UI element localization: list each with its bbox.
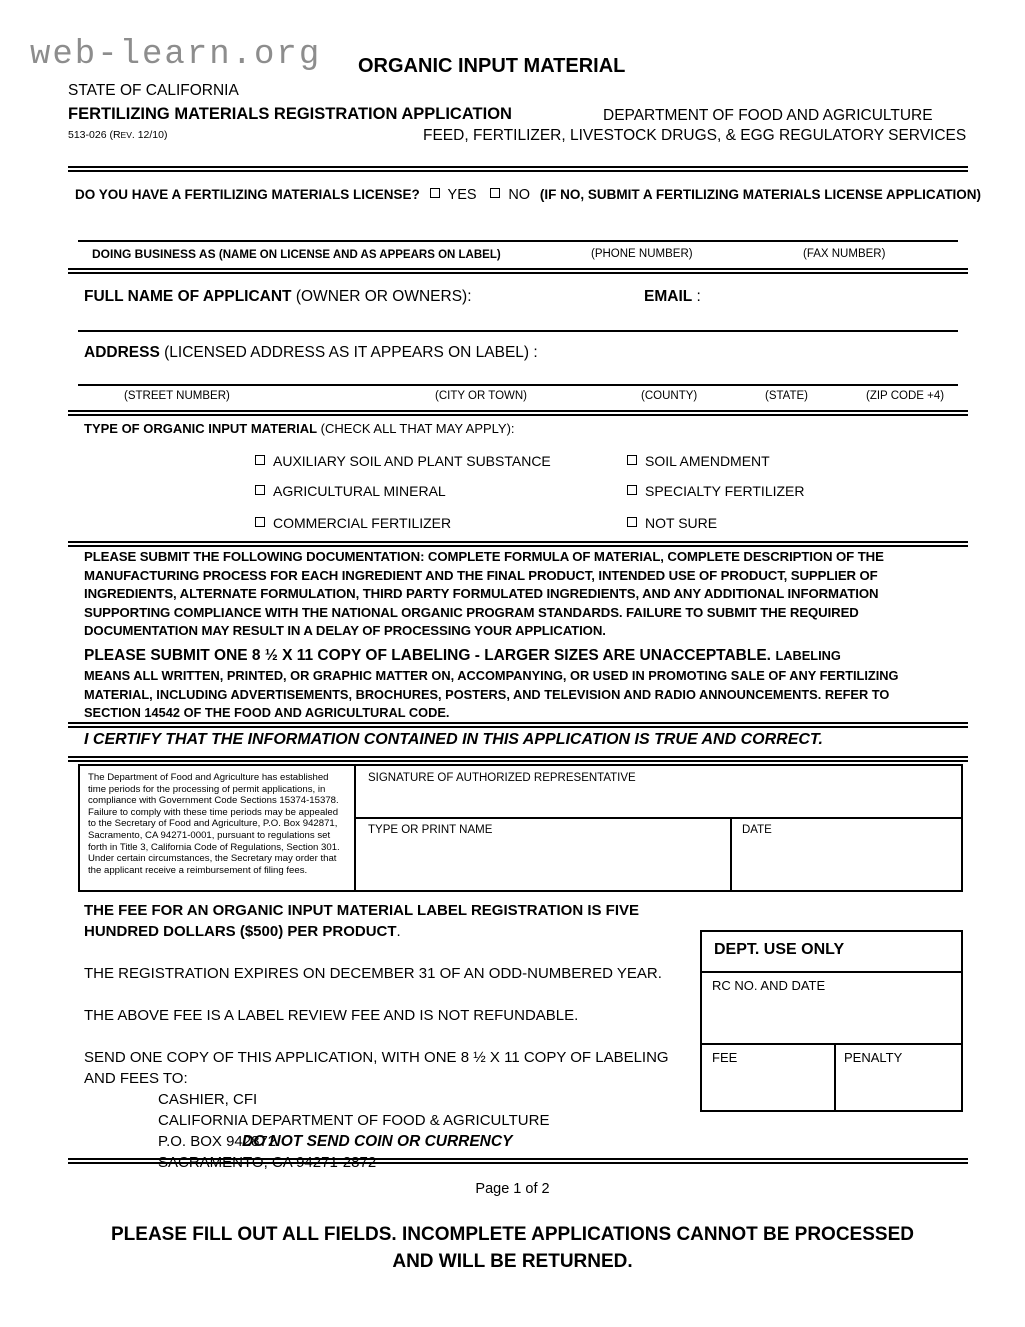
send-instructions-line-1: SEND ONE COPY OF THIS APPLICATION, WITH ONE 8 ½ X 11 COPY OF LABELING bbox=[84, 1049, 669, 1066]
fax-input[interactable] bbox=[803, 224, 953, 238]
documentation-line-5: DOCUMENTATION MAY RESULT IN A DELAY OF PROCESSING YOUR APPLICATION. bbox=[84, 623, 606, 638]
address-col-county: (COUNTY) bbox=[641, 390, 698, 402]
form-number-prefix: 513-026 (R bbox=[68, 129, 121, 141]
divider-bottom-right bbox=[700, 1158, 968, 1164]
address-label-text: ADDRESS bbox=[84, 344, 160, 361]
checkbox-specialty-fertilizer-label: SPECIALTY FERTILIZER bbox=[645, 483, 805, 499]
checkbox-option-soil-amendment[interactable] bbox=[627, 453, 770, 469]
checkbox-auxiliary-soil-box[interactable] bbox=[255, 455, 265, 465]
divider-bottom-left bbox=[68, 1158, 703, 1164]
address-col-state: (STATE) bbox=[765, 390, 809, 402]
checkbox-soil-amendment-label: SOIL AMENDMENT bbox=[645, 453, 770, 469]
form-number-suffix: . 12/10) bbox=[131, 129, 168, 141]
signature-col-divider bbox=[730, 817, 732, 892]
dept-divider-2 bbox=[700, 1043, 963, 1045]
applicant-name-label bbox=[84, 288, 472, 306]
documentation-line-3: INGREDIENTS, ALTERNATE FORMULATION, THIRD PARTY FORMULATED INGREDIENTS, AND ANY ADDITIONAL INFORMATION bbox=[84, 586, 879, 601]
checkbox-option-commercial-fertilizer[interactable] bbox=[255, 515, 451, 531]
form-number bbox=[68, 129, 167, 141]
fee-spacer-1 bbox=[84, 942, 694, 963]
signature-input[interactable] bbox=[360, 786, 960, 814]
labeling-line-2: MATERIAL, INCLUDING ADVERTISEMENTS, BROCHURES, POSTERS, AND TELEVISION AND RADIO ANNOUNCEMENTS. REFER TO bbox=[84, 686, 890, 702]
send-instructions-line-2: AND FEES TO: bbox=[84, 1070, 188, 1087]
applicant-name-input[interactable] bbox=[84, 310, 624, 326]
header-services: FEED, FERTILIZER, LIVESTOCK DRUGS, & EGG REGULATORY SERVICES bbox=[423, 127, 967, 144]
divider-address-columns bbox=[78, 384, 958, 386]
fee-spacer-2 bbox=[84, 984, 694, 1005]
rc-number-label: RC NO. AND DATE bbox=[712, 978, 826, 993]
phone-number-label: (PHONE NUMBER) bbox=[591, 248, 693, 260]
address-input[interactable] bbox=[84, 366, 954, 382]
license-question-prompt: DO YOU HAVE A FERTILIZING MATERIALS LICENSE? bbox=[75, 187, 420, 202]
signature-label: SIGNATURE OF AUTHORIZED REPRESENTATIVE bbox=[368, 772, 636, 784]
checkbox-auxiliary-soil-label: AUXILIARY SOIL AND PLANT SUBSTANCE bbox=[273, 453, 551, 469]
documentation-line-2: MANUFACTURING PROCESS FOR EACH INGREDIENT AND THE FINAL PRODUCT, INTENDED USE OF PRODUCT, SUPPLIER OF bbox=[84, 567, 878, 583]
dba-input[interactable] bbox=[92, 224, 562, 238]
divider-applicant bbox=[78, 330, 958, 332]
signature-block bbox=[78, 764, 963, 892]
documentation-line-1: PLEASE SUBMIT THE FOLLOWING DOCUMENTATION: COMPLETE FORMULA OF MATERIAL, COMPLETE DESCRIPTION OF THE bbox=[84, 549, 884, 564]
license-yes-label: YES bbox=[447, 187, 477, 203]
fee-line-2-tail: . bbox=[396, 923, 401, 940]
documentation-paragraph bbox=[84, 548, 964, 641]
documentation-line-4: SUPPORTING COMPLIANCE WITH THE NATIONAL ORGANIC PROGRAM STANDARDS. FAILURE TO SUBMIT THE REQUIRED bbox=[84, 604, 859, 620]
print-name-input[interactable] bbox=[360, 838, 726, 888]
email-label bbox=[644, 288, 701, 306]
labeling-lead-tail: LABELING bbox=[775, 648, 841, 663]
material-type-label bbox=[84, 421, 515, 436]
date-label: DATE bbox=[742, 824, 772, 836]
page-title: ORGANIC INPUT MATERIAL bbox=[358, 55, 626, 77]
fax-number-label: (FAX NUMBER) bbox=[803, 248, 886, 260]
applicant-name-hint: (OWNER OR OWNERS): bbox=[295, 288, 472, 305]
checkbox-not-sure-box[interactable] bbox=[627, 517, 637, 527]
labeling-line-3: SECTION 14542 OF THE FOOD AND AGRICULTURAL CODE. bbox=[84, 705, 450, 720]
labeling-paragraph bbox=[84, 645, 969, 723]
form-number-smallcaps: EV bbox=[120, 130, 132, 140]
material-type-label-text: TYPE OF ORGANIC INPUT MATERIAL bbox=[84, 421, 318, 436]
checkbox-license-yes[interactable] bbox=[430, 188, 440, 198]
email-input[interactable] bbox=[700, 310, 960, 326]
dept-divider-1 bbox=[700, 971, 963, 973]
email-colon: : bbox=[696, 288, 701, 305]
mailing-address-line-3: P.O. BOX 942872 bbox=[158, 1133, 277, 1150]
license-question-note: (IF NO, SUBMIT A FERTILIZING MATERIALS LICENSE APPLICATION) bbox=[539, 187, 982, 202]
checkbox-option-agricultural-mineral[interactable] bbox=[255, 483, 446, 499]
email-label-text: EMAIL bbox=[644, 288, 693, 305]
divider-labeling bbox=[68, 722, 968, 728]
labeling-line-1: MEANS ALL WRITTEN, PRINTED, OR GRAPHIC MATTER ON, ACCOMPANYING, OR USED IN PROMOTING SALE OF ANY FERTILIZING bbox=[84, 668, 899, 683]
fee-field-label: FEE bbox=[712, 1050, 738, 1065]
address-label bbox=[84, 344, 538, 362]
applicant-name-label-text: FULL NAME OF APPLICANT bbox=[84, 288, 292, 305]
footer-note-line-1: PLEASE FILL OUT ALL FIELDS. INCOMPLETE APPLICATIONS CANNOT BE PROCESSED bbox=[111, 1224, 914, 1245]
divider-dba-bottom bbox=[68, 268, 968, 274]
rc-number-input[interactable] bbox=[710, 998, 955, 1040]
checkbox-option-auxiliary-soil[interactable] bbox=[255, 453, 551, 469]
labeling-lead: PLEASE SUBMIT ONE 8 ½ X 11 COPY OF LABELING - LARGER SIZES ARE UNACCEPTABLE. bbox=[84, 647, 771, 664]
fee-line-2-row bbox=[84, 921, 694, 942]
fee-amount-input[interactable] bbox=[710, 1070, 828, 1108]
watermark-text: web-learn.org bbox=[30, 36, 322, 74]
no-coin-notice: DO NOT SEND COIN OR CURRENCY bbox=[242, 1133, 513, 1150]
divider-address-bottom bbox=[68, 410, 968, 416]
checkbox-agricultural-mineral-box[interactable] bbox=[255, 485, 265, 495]
license-no-label: NO bbox=[508, 187, 531, 203]
labeling-lead-row bbox=[84, 645, 969, 667]
penalty-amount-input[interactable] bbox=[842, 1070, 957, 1108]
checkbox-commercial-fertilizer-box[interactable] bbox=[255, 517, 265, 527]
certification-statement: I CERTIFY THAT THE INFORMATION CONTAINED IN THIS APPLICATION IS TRUE AND CORRECT. bbox=[84, 731, 823, 748]
penalty-field-label: PENALTY bbox=[844, 1050, 903, 1065]
header-department: DEPARTMENT OF FOOD AND AGRICULTURE bbox=[603, 107, 933, 124]
dept-use-only-box bbox=[700, 930, 963, 1112]
footer-note bbox=[0, 1221, 1025, 1275]
dept-divider-vertical bbox=[834, 1043, 836, 1112]
header-state-line: STATE OF CALIFORNIA bbox=[68, 82, 239, 99]
dba-label-text: DOING BUSINESS AS bbox=[92, 247, 216, 261]
registration-expiry: THE REGISTRATION EXPIRES ON DECEMBER 31 OF AN ODD-NUMBERED YEAR. bbox=[84, 965, 662, 982]
legal-notice-text: The Department of Food and Agriculture has established time periods for the processing of permit applications, in compliance with Government Code Sections 15374-15378. Failure to comply with these time periods may be appealed to the Secretary of Food and Agriculture, P.O. Box 942871, Sacramento, CA 94271-0001, pursuant to regulations set forth in Title 3, California Code of Regulations, Section 301. Under certain circumstances, the Secretary may order that the applicant receive a reimbursement of filing fees. bbox=[80, 766, 356, 890]
footer-note-line-2: AND WILL BE RETURNED. bbox=[392, 1251, 633, 1272]
mailing-address-line-4: SACRAMENTO, CA 94271-2872 bbox=[158, 1154, 377, 1171]
page-number: Page 1 of 2 bbox=[475, 1181, 550, 1197]
checkbox-option-not-sure[interactable] bbox=[627, 515, 717, 531]
divider-material-type bbox=[68, 541, 968, 547]
phone-input[interactable] bbox=[591, 224, 771, 238]
checkbox-soil-amendment-box[interactable] bbox=[627, 455, 637, 465]
date-input[interactable] bbox=[735, 838, 960, 888]
divider-dba-top bbox=[78, 240, 958, 242]
divider-header bbox=[68, 166, 968, 172]
mailing-address-line-2: CALIFORNIA DEPARTMENT OF FOOD & AGRICULTURE bbox=[158, 1112, 550, 1129]
divider-certification bbox=[68, 756, 968, 762]
address-col-zip: (ZIP CODE +4) bbox=[866, 390, 945, 402]
header-application-title: FERTILIZING MATERIALS REGISTRATION APPLICATION bbox=[68, 105, 512, 123]
fee-line-2-bold: HUNDRED DOLLARS ($500) PER PRODUCT bbox=[84, 923, 397, 940]
checkbox-option-specialty-fertilizer[interactable] bbox=[627, 483, 805, 499]
mailing-address-line-1: CASHIER, CFI bbox=[158, 1091, 258, 1108]
signature-row-divider bbox=[356, 817, 963, 819]
fee-line-1: THE FEE FOR AN ORGANIC INPUT MATERIAL LABEL REGISTRATION IS FIVE bbox=[84, 902, 640, 919]
dba-label bbox=[92, 247, 501, 261]
checkbox-specialty-fertilizer-box[interactable] bbox=[627, 485, 637, 495]
address-col-street: (STREET NUMBER) bbox=[124, 390, 230, 402]
dept-use-only-title: DEPT. USE ONLY bbox=[714, 941, 845, 958]
license-question-row bbox=[75, 187, 981, 203]
address-hint: (LICENSED ADDRESS AS IT APPEARS ON LABEL) : bbox=[164, 344, 538, 361]
fee-spacer-3 bbox=[84, 1026, 694, 1047]
material-type-hint: (CHECK ALL THAT MAY APPLY): bbox=[320, 421, 515, 436]
checkbox-agricultural-mineral-label: AGRICULTURAL MINERAL bbox=[273, 483, 446, 499]
checkbox-license-no[interactable] bbox=[490, 188, 500, 198]
address-col-city: (CITY OR TOWN) bbox=[435, 390, 527, 402]
checkbox-commercial-fertilizer-label: COMMERCIAL FERTILIZER bbox=[273, 515, 452, 531]
print-name-label: TYPE OR PRINT NAME bbox=[368, 824, 493, 836]
checkbox-not-sure-label: NOT SURE bbox=[645, 515, 718, 531]
fee-refund-note: THE ABOVE FEE IS A LABEL REVIEW FEE AND IS NOT REFUNDABLE. bbox=[84, 1007, 579, 1024]
dba-hint: (NAME ON LICENSE AND AS APPEARS ON LABEL) bbox=[218, 249, 501, 261]
